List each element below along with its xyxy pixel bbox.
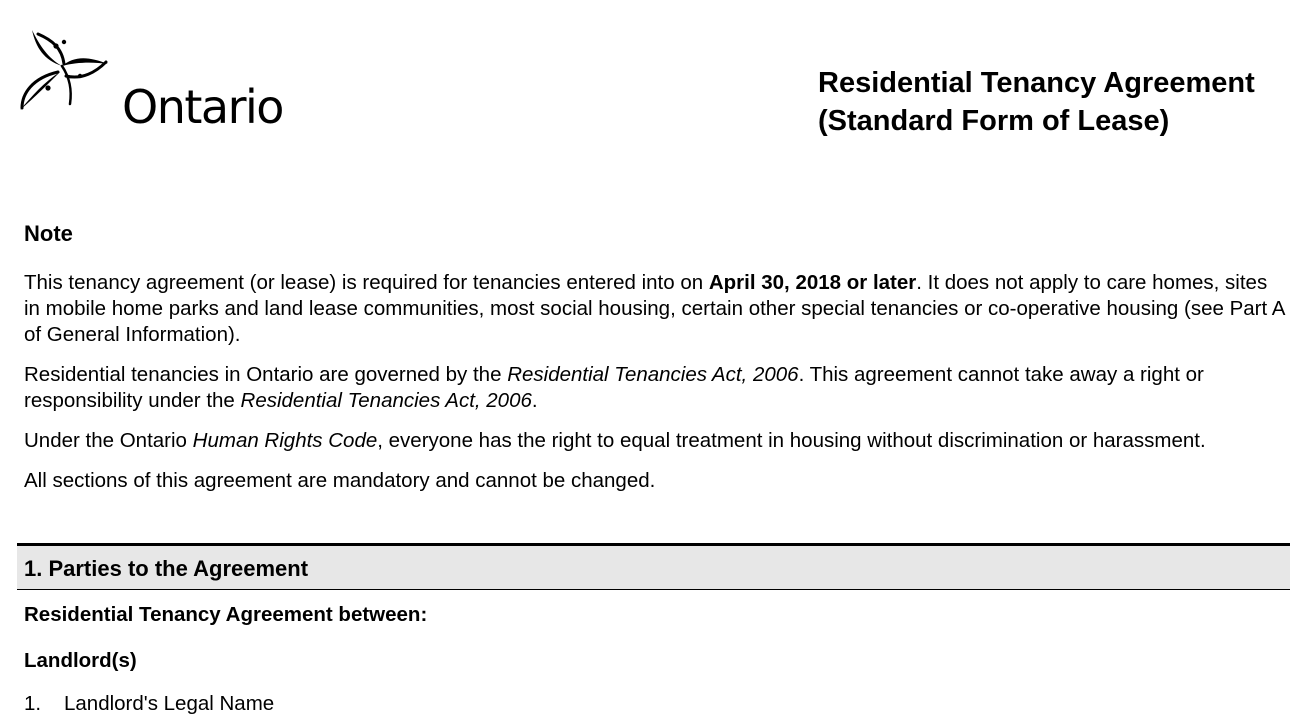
section-1-header	[17, 543, 1290, 590]
p1-date-bold: April 30, 2018 or later	[708, 271, 917, 294]
document-title	[818, 64, 1298, 140]
p2-text-e: .	[531, 389, 538, 412]
p1-text-c: . It does not apply to care homes, sites in mobile home parks and land lease communities, most social housing, certain other special tenancies or co-operative housing (see Part A of General Information).	[24, 271, 1285, 346]
agreement-between-heading: Residential Tenancy Agreement between:	[24, 603, 428, 626]
landlords-heading: Landlord(s)	[24, 649, 137, 672]
p3-text-c: , everyone has the right to equal treatment in housing without discrimination or harassment.	[377, 429, 1206, 452]
note-heading: Note	[24, 221, 73, 246]
note-paragraph-4: All sections of this agreement are mandatory and cannot be changed.	[24, 469, 656, 492]
p3-text-a: Under the Ontario	[24, 429, 193, 452]
p2-act-name-2: Residential Tenancies Act, 2006	[240, 389, 532, 412]
p2-text-a: Residential tenancies in Ontario are governed by the	[24, 363, 508, 386]
note-paragraph-1	[24, 270, 1286, 348]
ontario-logo	[18, 26, 283, 134]
note-body	[24, 270, 1286, 508]
section-1-title: 1. Parties to the Agreement	[24, 556, 309, 581]
logo-wordmark: Ontario	[122, 80, 283, 134]
note-paragraph-3	[24, 428, 1286, 454]
p2-text-c: . This agreement cannot take away a right or responsibility under the	[24, 363, 1204, 412]
item-label: Landlord's Legal Name	[64, 692, 275, 715]
landlord-legal-name-item	[24, 692, 274, 716]
p3-code-name: Human Rights Code	[192, 429, 378, 452]
title-line-2: (Standard Form of Lease)	[818, 105, 1170, 137]
title-line-1: Residential Tenancy Agreement	[818, 67, 1255, 99]
item-number: 1.	[24, 692, 42, 715]
p1-text-a: This tenancy agreement (or lease) is required for tenancies entered into on	[24, 271, 709, 294]
trillium-icon	[18, 26, 114, 116]
note-paragraph-2	[24, 362, 1286, 414]
p2-act-name-1: Residential Tenancies Act, 2006	[507, 363, 799, 386]
